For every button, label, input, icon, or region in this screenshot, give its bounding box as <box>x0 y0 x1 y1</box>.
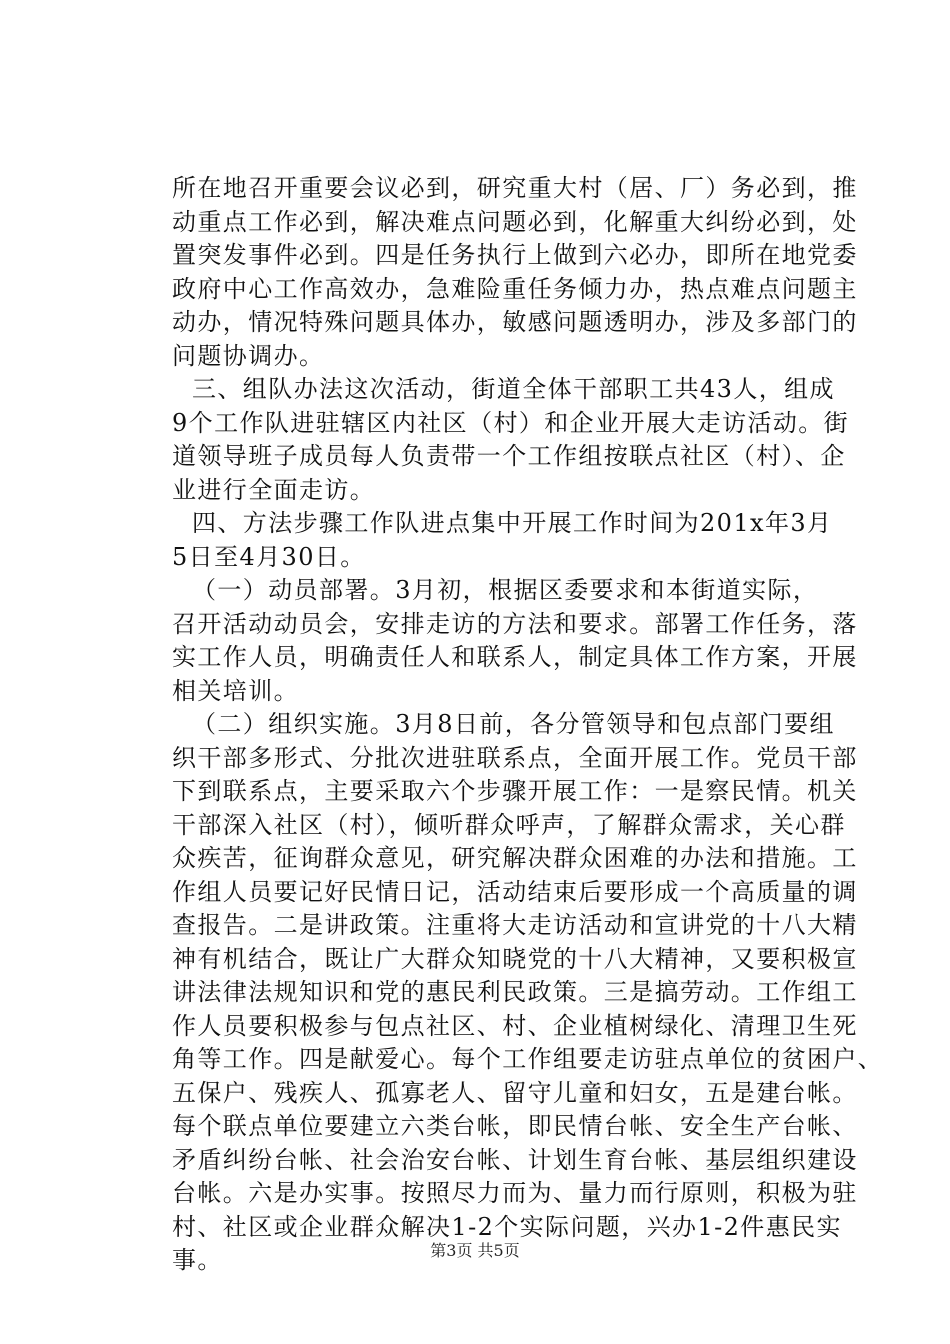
text-line: 事。 <box>172 1246 223 1274</box>
text-line: 作人员要积极参与包点社区、村、企业植树绿化、清理卫生死 <box>172 1011 858 1040</box>
text-line: 业进行全面走访。 <box>172 475 376 504</box>
text-line: 道领导班子成员每人负责带一个工作组按联点社区（村）、企 <box>172 442 846 470</box>
text-line: 作组人员要记好民情日记，活动结束后要形成一个高质量的调 <box>172 877 858 906</box>
subsection-heading-1: （一）动员部署。3月初，根据区委要求和本街道实际， <box>192 576 819 604</box>
text-line: 相关培训。 <box>172 676 299 705</box>
document-body <box>172 172 884 1278</box>
text-line: 动办，情况特殊问题具体办，敏感问题透明办，涉及多部门的 <box>172 308 858 336</box>
text-line: 5日至4月30日。 <box>172 542 366 571</box>
text-line: 置突发事件必到。四是任务执行上做到六必办，即所在地党委 <box>172 241 858 269</box>
text-line: 干部深入社区（村），倾听群众呼声，了解群众需求，关心群 <box>172 810 846 839</box>
subsection-heading-2: （二）组织实施。3月8日前，各分管领导和包点部门要组 <box>192 710 835 738</box>
text-line: 矛盾纠纷台帐、社会治安台帐、计划生育台帐、基层组织建设 <box>172 1145 858 1174</box>
text-line: 问题协调办。 <box>172 341 325 370</box>
text-line: 织干部多形式、分批次进驻联系点，全面开展工作。党员干部 <box>172 743 858 772</box>
text-line: 五保户、残疾人、孤寡老人、留守儿童和妇女，五是建台帐。 <box>172 1078 858 1107</box>
text-line: 所在地召开重要会议必到，研究重大村（居、厂）务必到，推 <box>172 174 858 202</box>
text-line: 神有机结合，既让广大群众知晓党的十八大精神，又要积极宣 <box>172 944 858 973</box>
text-line: 召开活动动员会，安排走访的方法和要求。部署工作任务，落 <box>172 609 858 638</box>
text-line: 台帐。六是办实事。按照尽力而为、量力而行原则，积极为驻 <box>172 1179 858 1207</box>
text-line: 村、社区或企业群众解决1-2个实际问题，兴办1-2件惠民实 <box>172 1212 842 1241</box>
text-line: 众疾苦，征询群众意见，研究解决群众困难的办法和措施。工 <box>172 844 858 872</box>
page-number-footer: 第3页 共5页 <box>430 1241 520 1260</box>
text-line: 讲法律法规知识和党的惠民利民政策。三是搞劳动。工作组工 <box>172 978 858 1006</box>
text-line: 查报告。二是讲政策。注重将大走访活动和宣讲党的十八大精 <box>172 911 858 939</box>
section-heading-3: 三、组队办法这次活动，街道全体干部职工共43人，组成 <box>192 375 835 403</box>
text-line: 下到联系点，主要采取六个步骤开展工作：一是察民情。机关 <box>172 777 858 805</box>
text-line: 动重点工作必到，解决难点问题必到，化解重大纠纷必到，处 <box>172 207 858 236</box>
text-line: 实工作人员，明确责任人和联系人，制定具体工作方案，开展 <box>172 643 858 671</box>
text-line: 政府中心工作高效办，急难险重任务倾力办，热点难点问题主 <box>172 274 858 303</box>
text-line: 角等工作。四是献爱心。每个工作组要走访驻点单位的贫困户、 <box>172 1045 884 1073</box>
section-heading-4: 四、方法步骤工作队进点集中开展工作时间为201x年3月 <box>192 509 833 537</box>
text-line: 每个联点单位要建立六类台帐，即民情台帐、安全生产台帐、 <box>172 1112 858 1140</box>
text-line: 9个工作队进驻辖区内社区（村）和企业开展大走访活动。街 <box>172 408 850 437</box>
